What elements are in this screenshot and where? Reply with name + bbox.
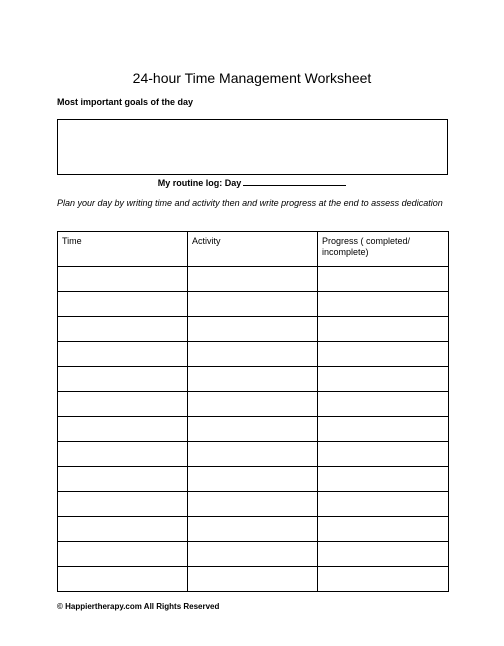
page-title: 24-hour Time Management Worksheet <box>132 70 372 86</box>
time-cell[interactable] <box>58 517 188 542</box>
progress-cell[interactable] <box>318 542 449 567</box>
time-cell[interactable] <box>58 292 188 317</box>
time-cell[interactable] <box>58 492 188 517</box>
activity-cell[interactable] <box>188 392 318 417</box>
progress-cell[interactable] <box>318 467 449 492</box>
routine-log-line <box>0 177 504 188</box>
time-cell[interactable] <box>58 442 188 467</box>
goals-input-box[interactable] <box>57 119 448 175</box>
progress-cell[interactable] <box>318 442 449 467</box>
instructions-text: Plan your day by writing time and activity then and write progress at the end to assess dedication <box>57 198 443 208</box>
column-header-activity: Activity <box>188 232 318 267</box>
time-cell[interactable] <box>58 467 188 492</box>
table-row <box>58 442 449 467</box>
activity-cell[interactable] <box>188 342 318 367</box>
activity-cell[interactable] <box>188 492 318 517</box>
table-row <box>58 342 449 367</box>
table-row <box>58 267 449 292</box>
time-cell[interactable] <box>58 367 188 392</box>
activity-cell[interactable] <box>188 467 318 492</box>
activity-cell[interactable] <box>188 567 318 592</box>
time-cell[interactable] <box>58 317 188 342</box>
table-row <box>58 517 449 542</box>
time-cell[interactable] <box>58 542 188 567</box>
progress-cell[interactable] <box>318 267 449 292</box>
progress-cell[interactable] <box>318 392 449 417</box>
progress-cell[interactable] <box>318 292 449 317</box>
goals-label: Most important goals of the day <box>57 97 194 107</box>
table-row <box>58 317 449 342</box>
activity-cell[interactable] <box>188 267 318 292</box>
progress-cell[interactable] <box>318 342 449 367</box>
time-cell[interactable] <box>58 267 188 292</box>
routine-log-label: My routine log: Day <box>157 178 242 188</box>
column-header-progress: Progress ( completed/ incomplete) <box>318 232 449 267</box>
activity-cell[interactable] <box>188 367 318 392</box>
activity-cell[interactable] <box>188 317 318 342</box>
activity-cell[interactable] <box>188 517 318 542</box>
table-body <box>58 267 449 592</box>
activity-cell[interactable] <box>188 417 318 442</box>
table-row <box>58 392 449 417</box>
column-header-time: Time <box>58 232 188 267</box>
time-cell[interactable] <box>58 342 188 367</box>
progress-cell[interactable] <box>318 517 449 542</box>
routine-log-table <box>57 231 449 592</box>
activity-cell[interactable] <box>188 292 318 317</box>
table-row <box>58 567 449 592</box>
activity-cell[interactable] <box>188 442 318 467</box>
activity-cell[interactable] <box>188 542 318 567</box>
table-header-row <box>58 232 449 267</box>
progress-cell[interactable] <box>318 492 449 517</box>
table-row <box>58 467 449 492</box>
time-cell[interactable] <box>58 392 188 417</box>
routine-day-blank[interactable] <box>243 177 346 186</box>
progress-cell[interactable] <box>318 317 449 342</box>
table-row <box>58 417 449 442</box>
table-row <box>58 367 449 392</box>
progress-cell[interactable] <box>318 367 449 392</box>
progress-cell[interactable] <box>318 567 449 592</box>
table-row <box>58 292 449 317</box>
time-cell[interactable] <box>58 417 188 442</box>
time-cell[interactable] <box>58 567 188 592</box>
table-row <box>58 542 449 567</box>
table-row <box>58 492 449 517</box>
copyright-footer: © Happiertherapy.com All Rights Reserved <box>57 602 220 611</box>
progress-cell[interactable] <box>318 417 449 442</box>
